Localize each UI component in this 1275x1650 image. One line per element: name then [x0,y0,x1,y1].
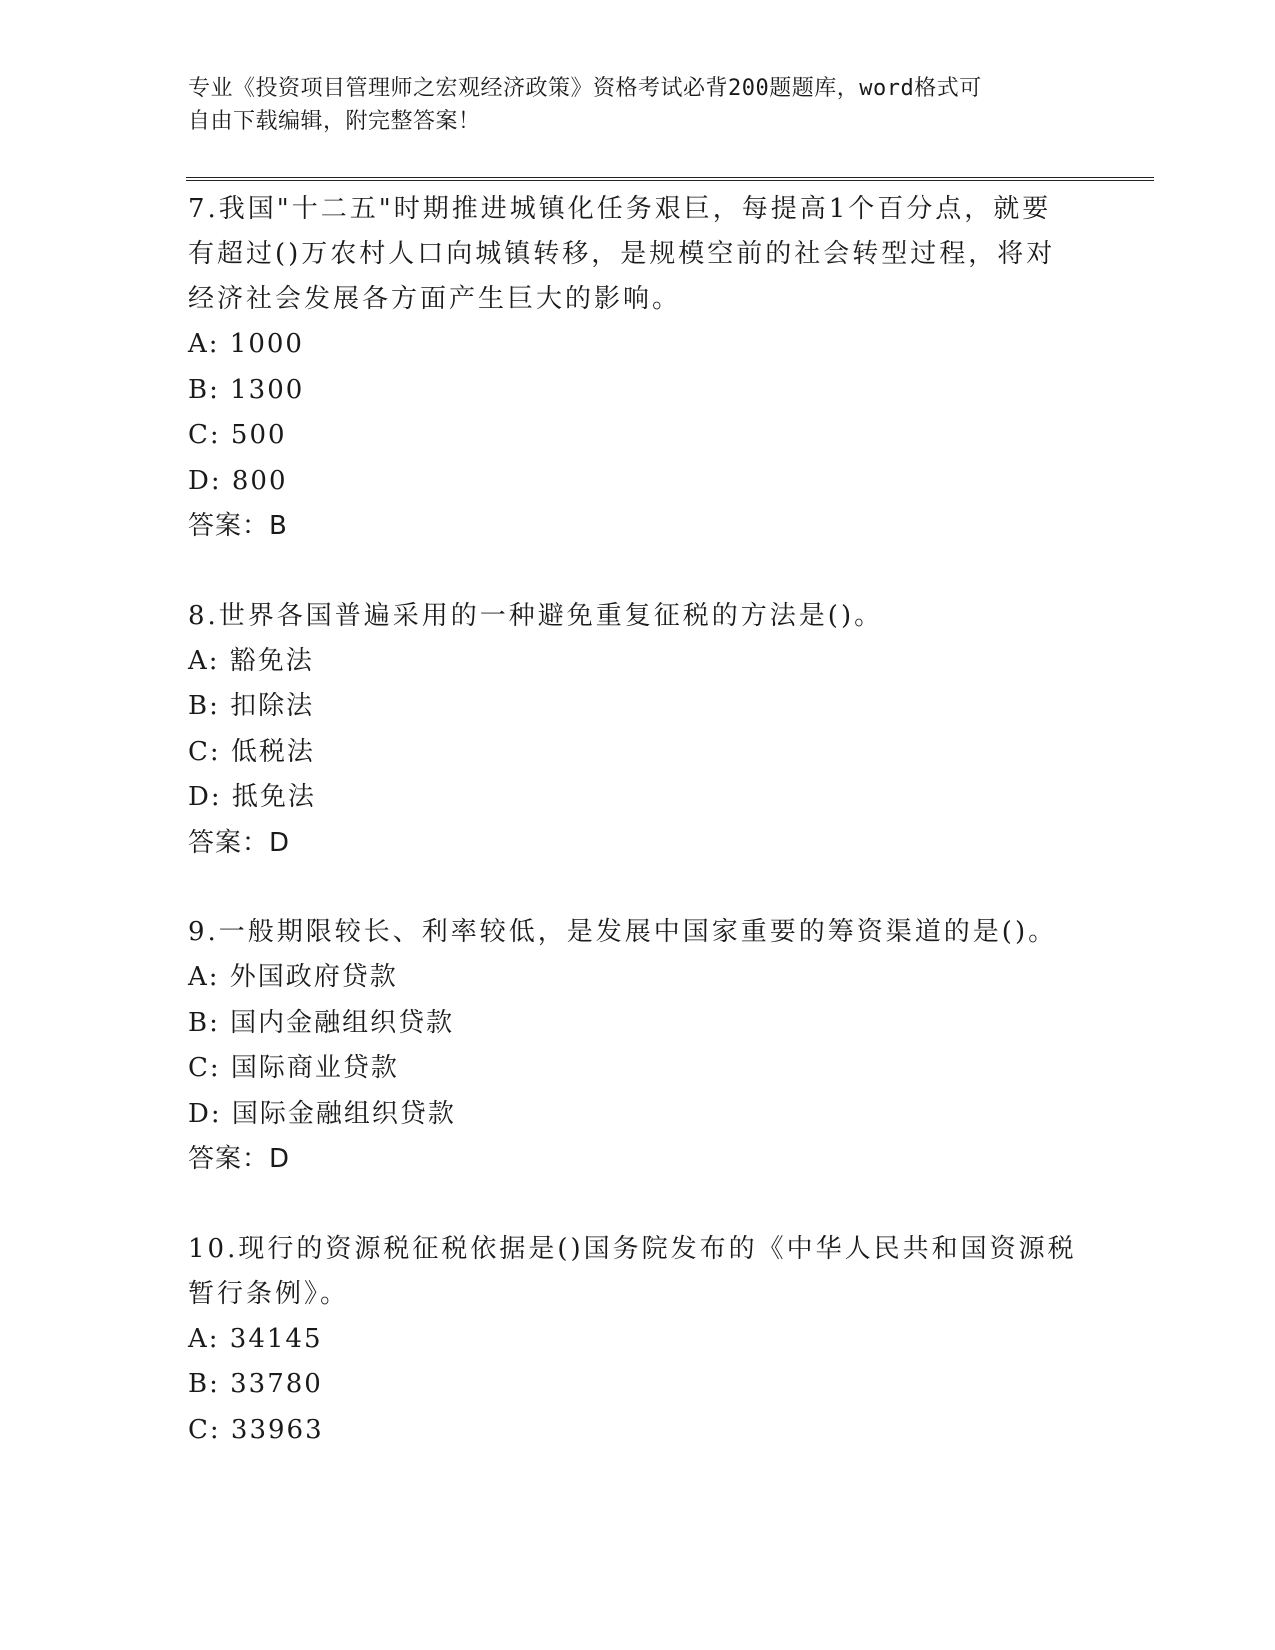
question-9 [188,910,1088,1183]
question-text-line: 9.一般期限较长、利率较低，是发展中国家重要的筹资渠道的是()。 [188,917,1058,947]
option-c: C: 国际商业贷款 [188,1053,399,1083]
question-text-line: 暂行条例》。 [188,1278,350,1309]
answer: 答案：D [188,827,291,858]
option-d: D: 抵免法 [188,782,316,812]
option-d: D: 国际金融组织贷款 [188,1098,456,1129]
option-c: C: 低税法 [188,736,315,767]
option-a: A: 外国政府贷款 [188,962,398,992]
option-c: C: 500 [188,420,287,450]
answer: 答案：D [188,1144,291,1174]
option-b: B: 国内金融组织贷款 [188,1007,455,1038]
question-text-line: 10.现行的资源税征税依据是()国务院发布的《中华人民共和国资源税 [188,1233,1077,1264]
option-a: A: 1000 [188,329,304,359]
question-10 [188,1227,1088,1454]
option-b: B: 扣除法 [188,691,315,721]
option-c: C: 33963 [188,1414,324,1445]
question-list [188,187,1088,1453]
option-b: B: 33780 [188,1369,323,1399]
header-line-2: 自由下载编辑，附完整答案！ [188,109,481,134]
question-7 [188,187,1088,550]
question-text-line: 8.世界各国普遍采用的一种避免重复征税的方法是()。 [188,600,884,631]
header-divider [186,177,1154,181]
question-8 [188,594,1088,867]
header-line-1: 专业《投资项目管理师之宏观经济政策》资格考试必背200题题库，word格式可 [188,76,982,101]
question-text-line: 7.我国"十二五"时期推进城镇化任务艰巨，每提高1个百分点，就要 [188,194,1052,224]
option-d: D: 800 [188,465,288,496]
option-a: A: 34145 [188,1323,323,1354]
document-header [188,72,1068,138]
option-b: B: 1300 [188,374,305,405]
question-text-line: 经济社会发展各方面产生巨大的影响。 [188,284,682,314]
option-a: A: 豁免法 [188,645,314,676]
question-text-line: 有超过()万农村人口向城镇转移，是规模空前的社会转型过程，将对 [188,239,1056,269]
answer: 答案：B [188,511,288,541]
